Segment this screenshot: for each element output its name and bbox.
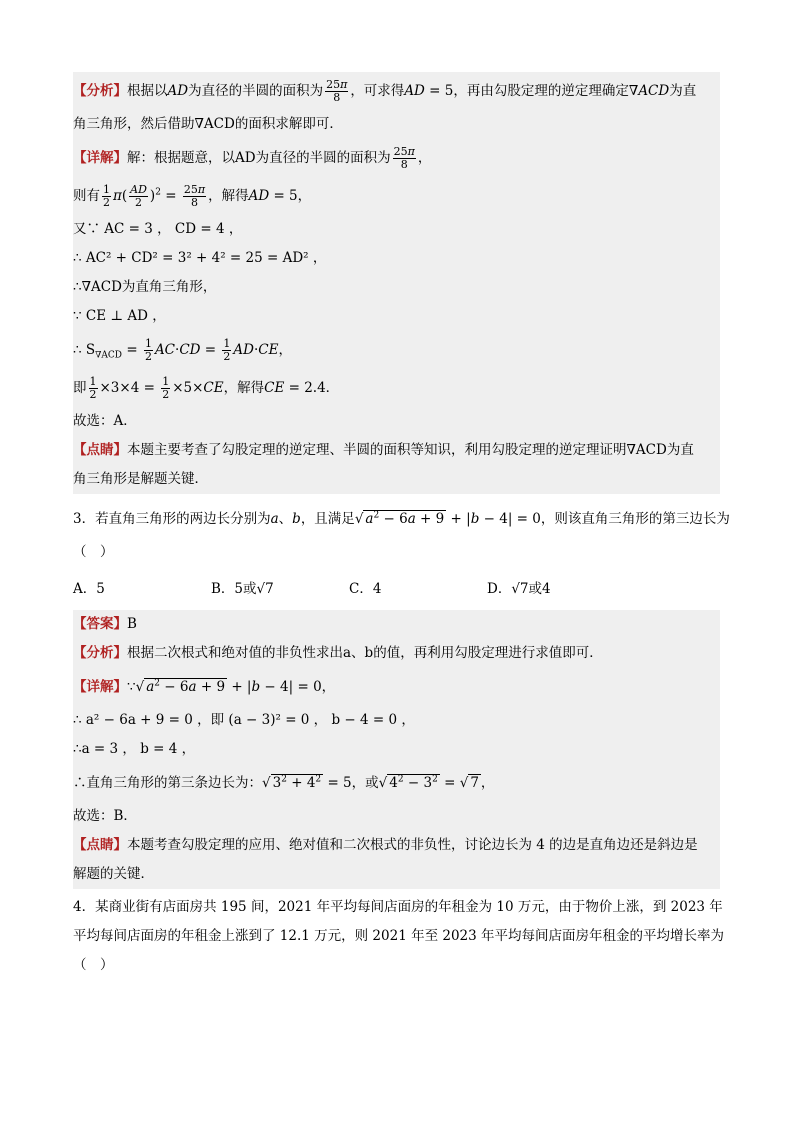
q3-comment-line-1: 【点睛】本题考查勾股定理的应用、绝对值和二次根式的非负性，讨论边长为 4 的边是直角边还是斜边是 [73,837,698,853]
q2-analysis-line-2: 角三角形，然后借助∇ACD的面积求解即可． [73,116,343,132]
q3-detail-line-2: ∴ a² − 6a + 9 = 0 ，即 (a − 3)² = 0 ， b − 4 = 0 ， [73,712,415,728]
q3-comment-line-2: 解题的关键． [73,866,154,882]
q3-detail-line-1: 【详解】∵√ $a^2 - 6a + 9 + |b - 4| = 0$， [73,678,336,695]
q2-detail-line-7: ∴ $S_{\nabla ACD}$ = $\frac{1}{2}$ AC·CD = $\frac{1}{2}$ AD·CE， [73,337,292,363]
q3-detail-line-3: ∴a = 3 ， b = 4 ， [73,741,196,757]
option-c: C．4 [349,581,382,597]
q2-detail-line-4: ∴ AC² + CD² = 3² + 4² = 25 = AD² ， [73,250,327,266]
q3-analysis: 【分析】根据二次根式和绝对值的非负性求出a、b的值，再利用勾股定理进行求值即可． [73,645,603,661]
q2-choose: 故选：A． [73,413,137,429]
q3-answer: 【答案】B [73,616,137,632]
q2-detail-line-2: 则有 $\frac{1}{2}$ π( $\frac{AD}{2}$ )$^2$ = $\frac{25\pi}{8}$ ，解得AD = 5， [73,183,312,209]
q4-stem-line-3: （ ） [73,957,114,973]
q4-stem-line-1: 4．某商业街有店面房共 195 间，2021 年平均每间店面房的年租金为 10 万元，由于物价上涨，到 2023 年 [73,899,723,915]
q2-analysis-line-1: 【分析】根据以AD为直径的半圆的面积为 $\frac{25\pi}{8}$ ，可求得AD = 5，再由勾股定理的逆定理确定∇ACD为直 [73,78,697,104]
q3-choose: 故选：B． [73,808,137,824]
option-b: B．5或√7 [211,581,274,597]
answer-tag: 【答案】 [73,616,127,632]
q2-comment-line-2: 角三角形是解题关键． [73,471,208,487]
document-page [73,72,730,980]
fraction: $\frac{25\pi}{8}$ [393,145,415,171]
q2-detail-line-5: ∴∇ACD为直角三角形， [73,279,217,295]
q3-solution-block [73,610,720,889]
q4-stem-line-2: 平均每间店面房的年租金上涨到了 12.1 万元，则 2021 年至 2023 年平均每间店面房年租金的平均增长率为 [73,928,725,944]
detail-tag: 【详解】 [73,679,127,695]
q2-comment-line-1: 【点睛】本题主要考查了勾股定理的逆定理、半圆的面积等知识，利用勾股定理的逆定理证明∇ACD为直 [73,442,694,458]
detail-tag: 【详解】 [73,150,127,166]
q2-detail-line-3: 又∵ AC = 3 ， CD = 4 ， [73,221,243,237]
option-d: D．√7或4 [487,581,551,597]
comment-tag: 【点睛】 [73,837,127,853]
analysis-tag: 【分析】 [73,645,127,661]
q3-options [73,575,720,604]
q2-detail-line-1: 【详解】解：根据题意，以AD为直径的半圆的面积为 $\frac{25\pi}{8}$ ， [73,145,432,171]
q3-stem-line-2: （ ） [73,544,114,560]
analysis-tag: 【分析】 [73,83,127,99]
option-a: A．5 [73,581,105,597]
comment-tag: 【点睛】 [73,442,127,458]
q3-detail-line-4: ∴直角三角形的第三条边长为：√ $3^2 + 4^2 = 5$，或√ $4^2 - 3^2$ = √ 7 ， [73,774,495,791]
q3-stem-line-1: 3．若直角三角形的两边长分别为a、b，且满足√ $a^2 - 6a + 9 + |b - 4| = 0$，则该直角三角形的第三边长为 [73,510,730,527]
fraction: $\frac{25\pi}{8}$ [326,78,348,104]
q2-detail-line-8: 即 $\frac{1}{2}$ ×3×4 = $\frac{1}{2}$ ×5×CE，解得CE = 2.4． [73,375,340,401]
q2-detail-line-6: ∵ CE ⊥ AD ， [73,308,166,324]
q2-solution-block [73,72,720,494]
